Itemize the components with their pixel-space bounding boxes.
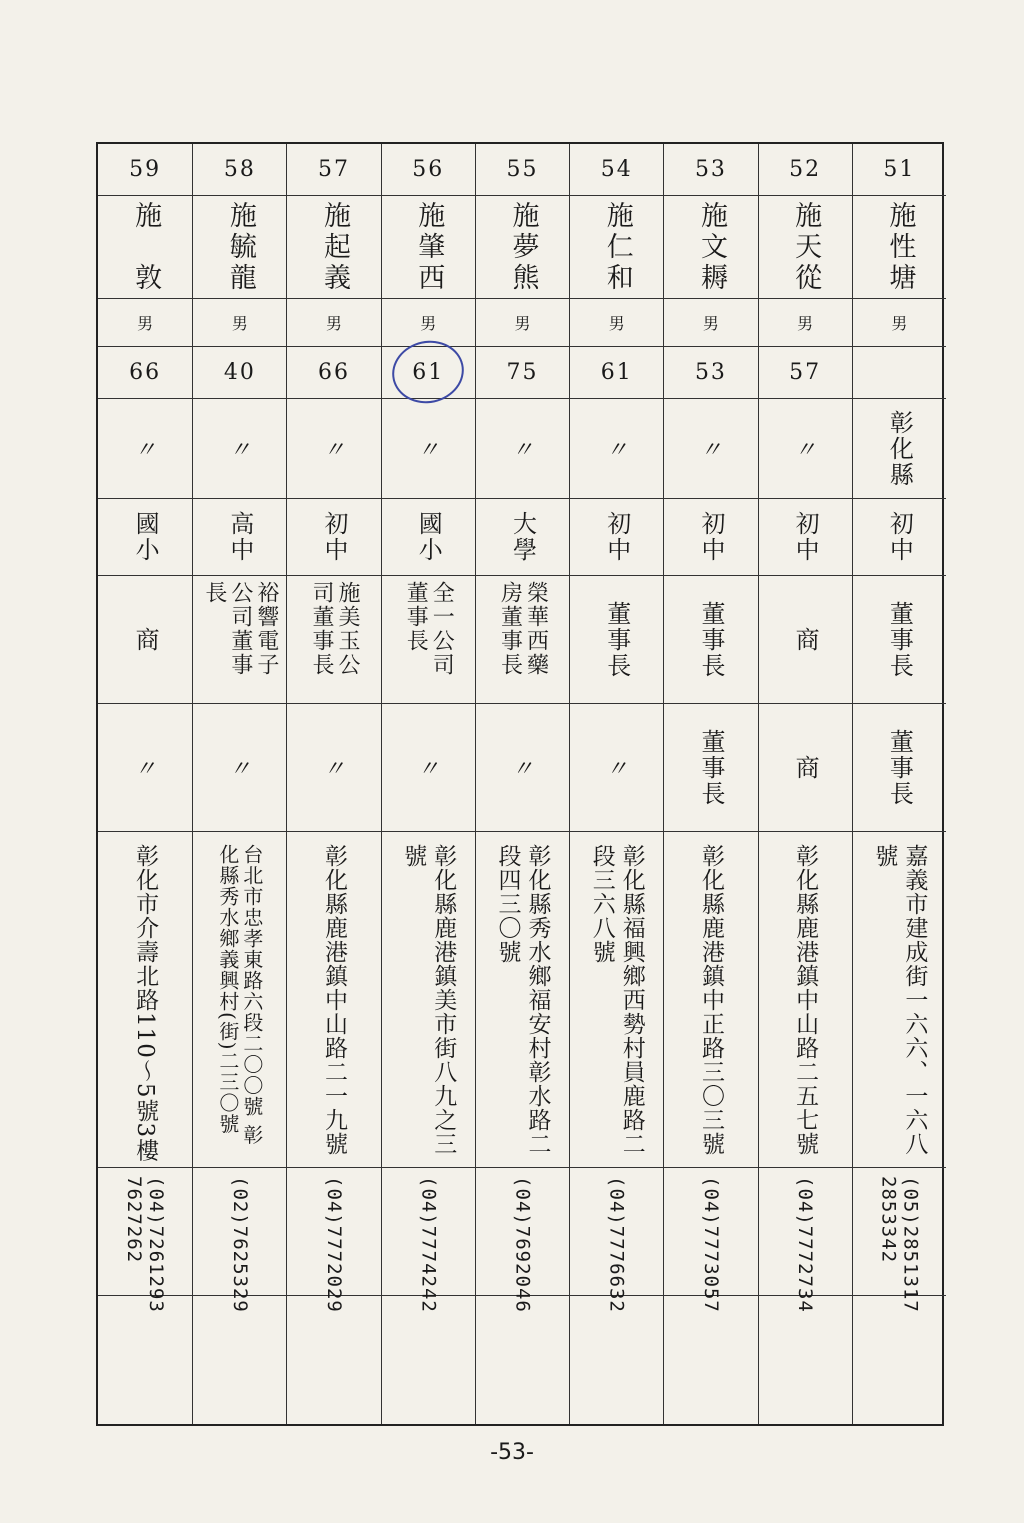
record-column-57	[286, 144, 380, 1424]
position-cell	[664, 704, 757, 832]
occupation-cell	[853, 576, 946, 704]
phone-cell	[382, 1168, 475, 1313]
record-column-53	[663, 144, 757, 1424]
education-text: 國小	[414, 511, 443, 563]
age-text: 61	[600, 360, 633, 385]
name-cell	[759, 196, 852, 299]
record-column-55	[475, 144, 569, 1424]
education-cell	[287, 499, 380, 576]
position-cell	[287, 704, 380, 832]
occupation-text: 商	[131, 626, 160, 653]
record-column-56	[381, 144, 475, 1424]
native-cell	[476, 399, 569, 499]
sex-text: 男	[891, 314, 908, 333]
name-text: 施文耨	[695, 200, 727, 294]
remark-cell	[382, 1296, 475, 1428]
address-cell	[287, 832, 380, 1168]
sex-cell	[287, 299, 380, 347]
age-cell	[193, 347, 286, 399]
sex-cell	[664, 299, 757, 347]
occupation-cell	[664, 576, 757, 704]
age-text: 57	[789, 360, 822, 385]
sex-text: 男	[420, 314, 437, 333]
occupation-text: 榮華西藥房董事長	[497, 580, 549, 677]
name-text: 施天從	[790, 200, 822, 294]
age-cell	[476, 347, 569, 399]
name-cell	[98, 196, 192, 299]
no-cell	[759, 144, 852, 196]
phone-text: (04)7773057	[699, 1176, 722, 1313]
address-text: 彰化市介壽北路110〜5號3樓	[132, 844, 159, 1163]
sex-cell	[759, 299, 852, 347]
no-cell	[382, 144, 475, 196]
no-cell	[664, 144, 757, 196]
age-cell	[382, 347, 475, 399]
name-cell	[570, 196, 663, 299]
phone-text: (02)7625329	[228, 1176, 251, 1313]
native-cell	[287, 399, 380, 499]
native-cell	[570, 399, 663, 499]
education-text: 初中	[885, 511, 914, 563]
address-cell	[570, 832, 663, 1168]
remark-cell	[570, 1296, 663, 1428]
education-text: 初中	[696, 511, 725, 563]
name-text: 施 敦	[130, 200, 162, 294]
remark-cell	[287, 1296, 380, 1428]
education-text: 大學	[508, 511, 537, 563]
age-cell	[570, 347, 663, 399]
remark-cell	[664, 1296, 757, 1428]
phone-text: (04)7692046	[511, 1176, 534, 1313]
occupation-cell	[193, 576, 286, 704]
position-text: 商	[791, 754, 820, 781]
sex-text: 男	[514, 314, 531, 333]
education-cell	[664, 499, 757, 576]
address-text: 彰化縣鹿港鎮中山路二五七號	[792, 844, 819, 1156]
address-text: 彰化縣鹿港鎮中正路三〇三號	[697, 844, 724, 1156]
native-cell	[664, 399, 757, 499]
name-cell	[476, 196, 569, 299]
no-cell	[853, 144, 946, 196]
phone-text: (04)7772029	[323, 1176, 346, 1313]
no-cell	[193, 144, 286, 196]
position-cell	[193, 704, 286, 832]
native-cell	[193, 399, 286, 499]
occupation-text: 全一公司董事長	[403, 580, 455, 677]
occupation-cell	[759, 576, 852, 704]
phone-cell	[287, 1168, 380, 1313]
no-text: 59	[129, 157, 162, 182]
no-cell	[476, 144, 569, 196]
native-text: 〃	[417, 438, 440, 463]
no-cell	[98, 144, 192, 196]
name-cell	[287, 196, 380, 299]
name-text: 施毓龍	[224, 200, 256, 294]
occupation-cell	[98, 576, 192, 704]
position-text: 董事長	[696, 728, 725, 807]
address-text: 嘉義市建成街一六六、一六八號	[871, 844, 928, 1156]
address-cell	[664, 832, 757, 1168]
education-cell	[98, 499, 192, 576]
education-text: 高中	[225, 511, 254, 563]
education-text: 國小	[131, 511, 160, 563]
age-text: 61	[412, 360, 445, 385]
native-cell	[853, 399, 946, 499]
native-text: 彰化縣	[885, 409, 914, 488]
no-text: 55	[506, 157, 539, 182]
address-text: 台北市忠孝東路六段二〇〇號 彰化縣秀水鄉義興村(街)二三〇號	[215, 844, 264, 1146]
remark-cell	[193, 1296, 286, 1428]
no-cell	[570, 144, 663, 196]
page-number: -53-	[490, 1440, 534, 1465]
occupation-text: 裕響電子公司董事長	[201, 580, 279, 677]
record-column-59	[98, 144, 192, 1424]
phone-text: (04)7776632	[605, 1176, 628, 1313]
no-text: 56	[412, 157, 445, 182]
phone-cell	[476, 1168, 569, 1313]
position-text: 〃	[511, 757, 534, 782]
sex-cell	[193, 299, 286, 347]
position-cell	[476, 704, 569, 832]
record-column-54	[569, 144, 663, 1424]
occupation-text: 施美玉公司董事長	[309, 580, 361, 677]
age-cell	[664, 347, 757, 399]
phone-text: (04)7774242	[417, 1176, 440, 1313]
name-cell	[382, 196, 475, 299]
education-cell	[853, 499, 946, 576]
native-text: 〃	[605, 438, 628, 463]
no-cell	[287, 144, 380, 196]
address-cell	[193, 832, 286, 1168]
name-cell	[193, 196, 286, 299]
native-text: 〃	[134, 438, 157, 463]
name-text: 施肇西	[413, 200, 445, 294]
age-cell	[759, 347, 852, 399]
occupation-text: 董事長	[885, 600, 914, 679]
no-text: 51	[883, 157, 916, 182]
native-text: 〃	[323, 438, 346, 463]
sex-text: 男	[231, 314, 248, 333]
sex-text: 男	[797, 314, 814, 333]
address-cell	[382, 832, 475, 1168]
sex-cell	[476, 299, 569, 347]
phone-cell	[98, 1168, 192, 1313]
address-cell	[759, 832, 852, 1168]
position-cell	[759, 704, 852, 832]
name-text: 施起義	[319, 200, 351, 294]
occupation-cell	[287, 576, 380, 704]
phone-cell	[193, 1168, 286, 1313]
remark-cell	[853, 1296, 946, 1428]
position-cell	[853, 704, 946, 832]
remark-cell	[759, 1296, 852, 1428]
occupation-cell	[570, 576, 663, 704]
address-text: 彰化縣鹿港鎮中山路二一九號	[321, 844, 348, 1156]
position-text: 〃	[605, 757, 628, 782]
remark-cell	[98, 1296, 192, 1428]
age-cell	[853, 347, 946, 399]
position-text: 〃	[323, 757, 346, 782]
native-text: 〃	[511, 438, 534, 463]
address-cell	[853, 832, 946, 1168]
record-column-52	[758, 144, 852, 1424]
education-text: 初中	[791, 511, 820, 563]
sex-text: 男	[608, 314, 625, 333]
native-text: 〃	[794, 438, 817, 463]
position-text: 〃	[228, 757, 251, 782]
name-text: 施仁和	[601, 200, 633, 294]
position-cell	[98, 704, 192, 832]
no-text: 53	[694, 157, 727, 182]
address-text: 彰化縣秀水鄉福安村彰水路二段四三〇號	[494, 844, 551, 1156]
occupation-text: 董事長	[602, 600, 631, 679]
no-text: 57	[318, 157, 351, 182]
occupation-cell	[382, 576, 475, 704]
sex-text: 男	[702, 314, 719, 333]
name-cell	[853, 196, 946, 299]
phone-cell	[759, 1168, 852, 1313]
name-text: 施夢熊	[507, 200, 539, 294]
record-column-51	[852, 144, 946, 1424]
sex-cell	[853, 299, 946, 347]
name-text: 施性塘	[884, 200, 916, 294]
no-text: 58	[223, 157, 256, 182]
no-text: 52	[789, 157, 822, 182]
age-text: 53	[694, 360, 727, 385]
position-cell	[382, 704, 475, 832]
education-cell	[476, 499, 569, 576]
sex-text: 男	[326, 314, 343, 333]
occupation-cell	[476, 576, 569, 704]
education-cell	[193, 499, 286, 576]
no-text: 54	[600, 157, 633, 182]
native-cell	[382, 399, 475, 499]
occupation-text: 董事長	[696, 600, 725, 679]
education-text: 初中	[320, 511, 349, 563]
phone-cell	[570, 1168, 663, 1313]
phone-text: (05)2851317 2853342	[877, 1176, 922, 1313]
native-cell	[98, 399, 192, 499]
sex-text: 男	[137, 314, 154, 333]
name-cell	[664, 196, 757, 299]
age-text: 66	[318, 360, 351, 385]
sex-cell	[570, 299, 663, 347]
registry-table	[96, 142, 944, 1426]
position-text: 〃	[134, 757, 157, 782]
phone-text: (04)7772734	[794, 1176, 817, 1313]
education-text: 初中	[602, 511, 631, 563]
native-text: 〃	[699, 438, 722, 463]
sex-cell	[98, 299, 192, 347]
education-cell	[570, 499, 663, 576]
age-cell	[287, 347, 380, 399]
occupation-text: 商	[791, 626, 820, 653]
education-cell	[759, 499, 852, 576]
phone-text: (04)7261293 7627262	[123, 1176, 168, 1313]
address-cell	[476, 832, 569, 1168]
age-text: 40	[223, 360, 256, 385]
age-cell	[98, 347, 192, 399]
phone-cell	[853, 1168, 946, 1313]
age-text: 75	[506, 360, 539, 385]
remark-cell	[476, 1296, 569, 1428]
native-text: 〃	[228, 438, 251, 463]
address-text: 彰化縣福興鄉西勢村員鹿路二段三六八號	[588, 844, 645, 1156]
age-text: 66	[129, 360, 162, 385]
address-cell	[98, 832, 192, 1168]
address-text: 彰化縣鹿港鎮美市街八九之三號	[400, 844, 457, 1156]
native-cell	[759, 399, 852, 499]
education-cell	[382, 499, 475, 576]
position-text: 董事長	[885, 728, 914, 807]
position-text: 〃	[417, 757, 440, 782]
position-cell	[570, 704, 663, 832]
phone-cell	[664, 1168, 757, 1313]
record-column-58	[192, 144, 286, 1424]
